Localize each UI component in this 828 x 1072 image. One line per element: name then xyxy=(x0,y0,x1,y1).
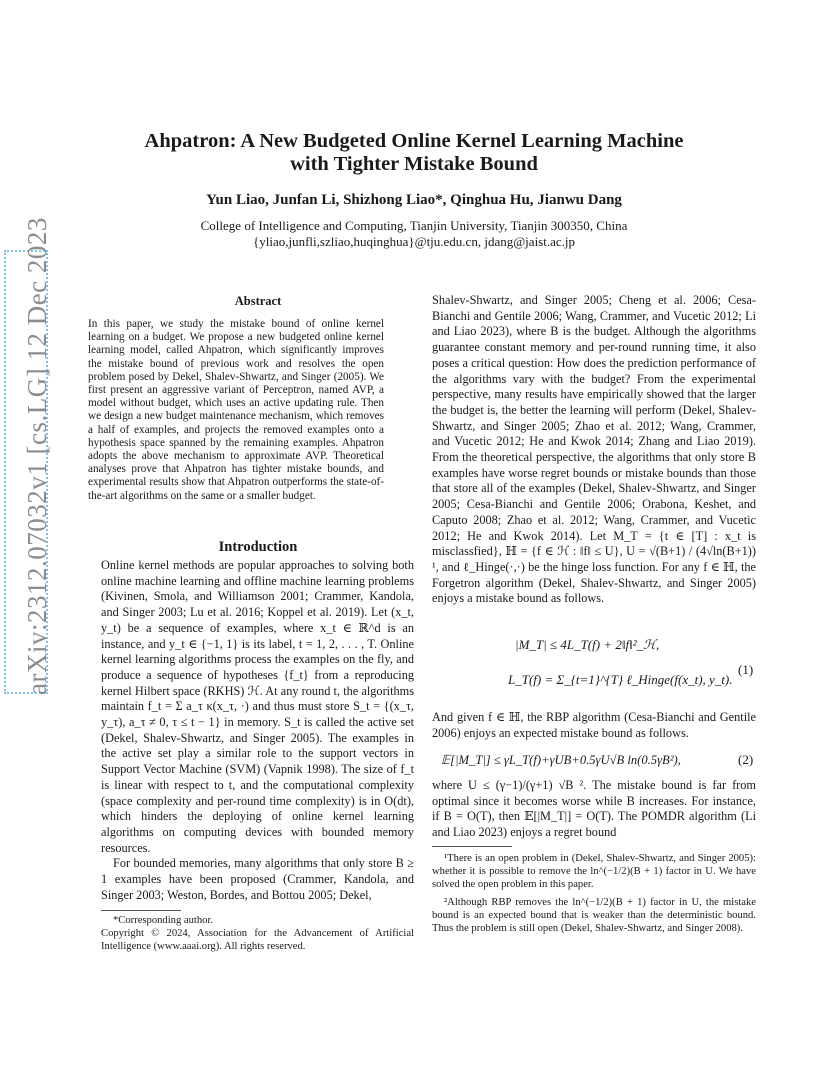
introduction-body xyxy=(101,558,414,903)
intro-paragraph-2: For bounded memories, many algorithms that only store B ≥ 1 examples have been proposed (Crammer, Kandola, and Singer 2003; Weston, Bordes, and Bottou 2005; Dekel, xyxy=(101,856,414,902)
abstract-heading: Abstract xyxy=(234,294,282,308)
right-paragraph-2: And given f ∈ ℍ, the RBP algorithm (Cesa-Bianchi and Gentile 2006) enjoys an expected mistake bound as follows. xyxy=(432,710,756,740)
title-line-2: with Tighter Mistake Bound xyxy=(290,153,538,175)
author-emails: {yliao,junfli,szliao,huqinghua}@tju.edu.cn, jdang@jaist.ac.jp xyxy=(253,234,575,249)
right-column-text xyxy=(432,293,756,607)
right-paragraph-1: Shalev-Shwartz, and Singer 2005; Cheng et al. 2006; Cesa-Bianchi and Gentile 2006; Wang, Crammer, and Vucetic 2012; Li and Liao 2023), where B is the budget. Although the algorithms guarantee constant memory and per-round running time, it also poses a critical question: How does the prediction performance of the algorithms vary with the budget? From the experimental perspective, many results have empirically showed that the larger the budget is, the better the learning will perform (Dekel, Shalev-Shwartz, and Singer 2005; Zhao et al. 2012; Wang, Crammer, and Vucetic 2012; He and Kwok 2014; Zhang and Liao 2019). From the theoretical perspective, the algorithms that only store B examples have worse regret bounds or mistake bounds than those that store all of the examples (Dekel, Shalev-Shwartz, and Singer 2005; Cesa-Bianchi and Gentile 2006; Orabona, Keshet, and Caputo 2008; Zhao et al. 2012; Wang, Crammer, and Vucetic 2012; He and Kwok 2014). Let M_T = {t ∈ [T] : x_t is misclassfied}, ℍ = {f ∈ ℋ : ‖f‖ ≤ U}, U = √(B+1) / (4√ln(B+1)) ¹, and ℓ_Hinge(·,·) be the hinge loss function. For any f ∈ ℍ, the Forgetron algorithm (Dekel, Shalev-Shwartz, and Singer 2005) enjoys a mistake bound as follows. xyxy=(432,293,756,606)
right-footnote-rule xyxy=(432,846,512,847)
footnote-2: ²Although RBP removes the ln^(−1/2)(B + 1) factor in U, the mistake bound is an expected bound that is weaker than the deterministic bound. Thus the problem is still open (Dekel, Shalev-Shwartz, and Singer 2008). xyxy=(432,896,756,935)
intro-paragraph-1: Online kernel methods are popular approaches to solving both online machine learning and offline machine learning problems (Kivinen, Smola, and Williamson 2001; Crammer, Kandola, and Singer 2003; Lu et al. 2016; Koppel et al. 2019). Let (x_t, y_t) be a sequence of examples, where x_t ∈ ℝ^d is an instance, and y_t ∈ {−1, 1} is its label, t = 1, 2, . . . , T. Online kernel learning algorithms process the examples on the fly, and produce a sequence of hypotheses {f_t} from a reproducing kernel Hilbert space (RKHS) ℋ. At any round t, the algorithms maintain f_t = Σ a_τ κ(x_τ, ·) and thus must store S_t = {(x_τ, y_τ), a_τ ≠ 0, τ ≤ t − 1} in memory. S_t is called the active set (Dekel, Shalev-Shwartz, and Singer 2005). The examples in the active set play a similar role to the support vectors in Support Vector Machine (SVM) (Vapnik 1998). The size of f_t is linear with respect to t, and the computational complexity (space complexity and per-round time complexity) is in O(dt), which hinders the deploying of online kernel learning algorithms on computing devices with bounded memory resources. xyxy=(101,558,414,855)
left-footnote-rule xyxy=(101,910,181,911)
affiliation: College of Intelligence and Computing, Tianjin University, Tianjin 300350, China xyxy=(200,218,628,233)
left-footnotes xyxy=(101,914,414,954)
footnote-1: ¹There is an open problem in (Dekel, Shalev-Shwartz, and Singer 2005): whether it is possible to remove the ln^(−1/2)(B + 1) factor in U. We have solved the open problem in this paper. xyxy=(432,853,756,891)
equation-2: 𝔼[|M_T|] ≤ γL_T(f)+γUB+0.5γU√B ln(0.5γB²), xyxy=(441,753,681,767)
equation-1-line-2: L_T(f) = Σ_{t=1}^{T} ℓ_Hinge(f(x_t), y_t). xyxy=(508,672,733,687)
introduction-heading: Introduction xyxy=(218,539,298,555)
equation-1-line-1: |M_T| ≤ 4L_T(f) + 2‖f‖²_ℋ, xyxy=(515,637,660,652)
author-list: Yun Liao, Junfan Li, Shizhong Liao*, Qinghua Hu, Jianwu Dang xyxy=(206,192,622,208)
right-footnotes xyxy=(432,852,756,935)
affiliation-block xyxy=(100,218,728,250)
title-line-1: Ahpatron: A New Budgeted Online Kernel Learning Machine xyxy=(144,130,684,152)
abstract-text: In this paper, we study the mistake bound of online kernel learning on a budget. We propose a new budgeted online kernel learning model, called Ahpatron, which significantly improves the mistake bound of previous work and resolves the open problem posed by Dekel, Shalev-Shwartz, and Singer (2005). We first present an aggressive variant of Perceptron, named AVP, a model without budget, which uses an active updating rule. Then we design a new budget maintenance mechanism, which removes a half of examples, and projects the removed examples onto a hypothesis space spanned by the remaining examples. Ahpatron adopts the above mechanism to approximate AVP. Theoretical analyses prove that Ahpatron has tighter mistake bounds, and experimental results show that Ahpatron outperforms the state-of-the-art algorithms on the same or a smaller budget. xyxy=(88,318,384,502)
equation-1-number: (1) xyxy=(738,662,754,677)
right-paragraph-3: where U ≤ (γ−1)/(γ+1) √B ². The mistake bound is far from optimal since it becomes worse while B increases. For instance, if B = O(T), then 𝔼[|M_T|] = O(T). The POMDR algorithm (Li and Liao 2023) enjoys a regret bound xyxy=(432,778,756,840)
paper-title xyxy=(100,130,728,176)
right-paragraph-3-block xyxy=(432,778,756,841)
arxiv-stamp: arXiv:2312.07032v1 [cs.LG] 12 Dec 2023 xyxy=(22,217,52,695)
corresponding-author-note: *Corresponding author. xyxy=(113,915,214,926)
equation-2-number: (2) xyxy=(738,752,754,767)
right-paragraph-2-block xyxy=(432,710,756,741)
copyright-notice: Copyright © 2024, Association for the Advancement of Artificial Intelligence (www.aaai.org). All rights reserved. xyxy=(101,928,414,953)
